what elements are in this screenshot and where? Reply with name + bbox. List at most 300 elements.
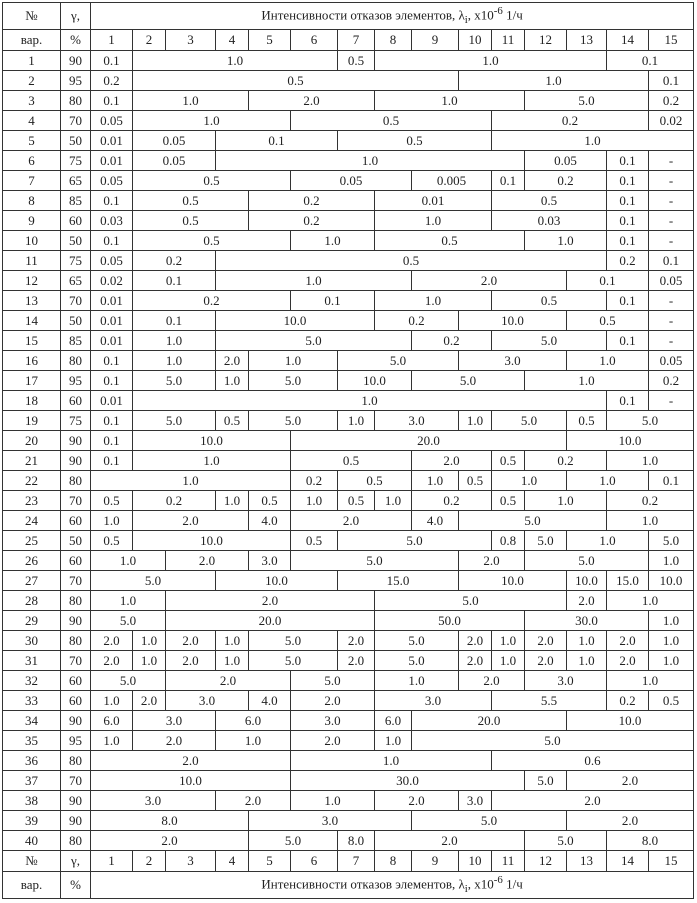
footer-column-number-2: 2 — [133, 850, 166, 871]
gamma-value: 80 — [61, 630, 91, 650]
table-row — [3, 130, 694, 150]
variant-number: 29 — [3, 610, 61, 630]
rate-cell: 5.0 — [133, 410, 216, 430]
rate-cell: 5.0 — [412, 370, 525, 390]
rate-cell: 2.0 — [166, 630, 216, 650]
rate-cell: 0.2 — [607, 490, 694, 510]
rate-cell: 1.0 — [216, 150, 525, 170]
rate-cell: 0.1 — [607, 290, 649, 310]
rate-cell: 1.0 — [249, 350, 338, 370]
rate-cell: 2.0 — [91, 630, 133, 650]
column-number-12: 12 — [525, 29, 567, 50]
rate-cell: 0.1 — [91, 350, 133, 370]
rate-cell: 1.0 — [525, 490, 607, 510]
variant-number: 14 — [3, 310, 61, 330]
gamma-value: 60 — [61, 390, 91, 410]
variant-number: 35 — [3, 730, 61, 750]
rate-cell: 0.5 — [91, 490, 133, 510]
column-number-5: 5 — [249, 29, 291, 50]
rate-cell: 0.1 — [492, 170, 525, 190]
gamma-value: 70 — [61, 110, 91, 130]
gamma-value: 90 — [61, 430, 91, 450]
footer-column-number-9: 9 — [412, 850, 459, 871]
column-number-13: 13 — [567, 29, 607, 50]
rate-cell: 3.0 — [91, 790, 216, 810]
column-number-4: 4 — [216, 29, 249, 50]
table-row — [3, 430, 694, 450]
rate-cell: 0.5 — [338, 490, 375, 510]
gamma-value: 60 — [61, 550, 91, 570]
rate-cell: 0.05 — [133, 150, 216, 170]
rate-cell: 1.0 — [525, 230, 607, 250]
gamma-value: 80 — [61, 750, 91, 770]
rate-cell: 2.0 — [412, 270, 567, 290]
rate-cell: 1.0 — [338, 410, 375, 430]
column-number-14: 14 — [607, 29, 649, 50]
table-row — [3, 90, 694, 110]
rate-cell: - — [649, 310, 694, 330]
rate-cell: 0.05 — [525, 150, 607, 170]
rate-cell: 3.0 — [459, 790, 492, 810]
rate-cell: 3.0 — [133, 710, 216, 730]
gamma-value: 80 — [61, 350, 91, 370]
variant-number: 34 — [3, 710, 61, 730]
rate-cell: 0.5 — [291, 110, 492, 130]
variant-number: 27 — [3, 570, 61, 590]
rate-cell: 0.5 — [291, 450, 412, 470]
gamma-value: 95 — [61, 730, 91, 750]
rate-cell: 1.0 — [133, 50, 338, 70]
rate-cell: 0.5 — [338, 130, 492, 150]
rate-cell: 1.0 — [459, 70, 649, 90]
rate-cell: 0.05 — [291, 170, 412, 190]
rate-cell: 5.0 — [525, 770, 567, 790]
rate-cell: 0.2 — [249, 210, 375, 230]
rate-cell: 0.1 — [607, 210, 649, 230]
rate-cell: 1.0 — [492, 650, 525, 670]
rate-cell: 2.0 — [291, 510, 412, 530]
rate-cell: 1.0 — [375, 670, 459, 690]
rate-cell: 50.0 — [375, 610, 525, 630]
rate-cell: 2.0 — [375, 790, 459, 810]
rate-cell: 0.1 — [91, 370, 133, 390]
rate-cell: 0.05 — [649, 270, 694, 290]
rate-cell: 0.01 — [375, 190, 492, 210]
rate-cell: 10.0 — [649, 570, 694, 590]
rate-cell: 0.2 — [492, 110, 649, 130]
variant-number: 22 — [3, 470, 61, 490]
rate-cell: - — [649, 230, 694, 250]
rate-cell: 0.5 — [492, 290, 607, 310]
variant-number: 5 — [3, 130, 61, 150]
rate-cell: 1.0 — [567, 630, 607, 650]
table-row — [3, 530, 694, 550]
rate-cell: 6.0 — [216, 710, 291, 730]
rate-cell: 2.0 — [91, 650, 133, 670]
rate-cell: 5.0 — [492, 410, 567, 430]
variant-number: 30 — [3, 630, 61, 650]
rate-cell: 0.1 — [91, 430, 133, 450]
rate-cell: 2.0 — [166, 590, 375, 610]
rate-cell: 1.0 — [133, 110, 291, 130]
rate-cell: 0.1 — [91, 90, 133, 110]
rate-cell: 10.0 — [459, 310, 567, 330]
column-number-8: 8 — [375, 29, 412, 50]
rate-cell: 1.0 — [91, 730, 133, 750]
variant-number: 16 — [3, 350, 61, 370]
rate-cell: - — [649, 150, 694, 170]
rate-cell: 1.0 — [133, 450, 291, 470]
variant-number: 20 — [3, 430, 61, 450]
variant-number: 7 — [3, 170, 61, 190]
rate-cell: 2.0 — [525, 630, 567, 650]
table-row — [3, 230, 694, 250]
footer-column-number-14: 14 — [607, 850, 649, 871]
rate-cell: 0.8 — [492, 530, 525, 550]
rate-cell: 5.0 — [525, 550, 649, 570]
gamma-value: 60 — [61, 510, 91, 530]
gamma-value: 90 — [61, 50, 91, 70]
table-row — [3, 250, 694, 270]
variant-number: 18 — [3, 390, 61, 410]
rate-cell: 1.0 — [133, 90, 249, 110]
rate-cell: 5.0 — [338, 530, 492, 550]
table-row — [3, 750, 694, 770]
rate-cell: 1.0 — [649, 610, 694, 630]
rate-cell: 30.0 — [525, 610, 649, 630]
rate-cell: 4.0 — [249, 510, 291, 530]
rate-cell: 0.5 — [133, 190, 249, 210]
rate-cell: - — [649, 170, 694, 190]
gamma-value: 90 — [61, 810, 91, 830]
variant-number: 2 — [3, 70, 61, 90]
rate-cell: 0.2 — [375, 310, 459, 330]
gamma-value: 80 — [61, 830, 91, 850]
table-row — [3, 710, 694, 730]
rate-cell: 2.0 — [459, 630, 492, 650]
gamma-value: 65 — [61, 270, 91, 290]
gamma-value: 85 — [61, 330, 91, 350]
table-row — [3, 590, 694, 610]
rate-cell: 5.0 — [375, 630, 459, 650]
rate-cell: 0.005 — [412, 170, 492, 190]
table-row — [3, 470, 694, 490]
rate-cell: 10.0 — [216, 570, 338, 590]
rate-cell: 2.0 — [91, 750, 291, 770]
column-number-10: 10 — [459, 29, 492, 50]
rate-cell: 1.0 — [375, 730, 412, 750]
rate-cell: 1.0 — [216, 370, 249, 390]
rate-cell: - — [649, 190, 694, 210]
rate-cell: 5.0 — [249, 650, 338, 670]
gamma-value: 85 — [61, 190, 91, 210]
rate-cell: 1.0 — [133, 330, 216, 350]
variant-number: 6 — [3, 150, 61, 170]
rate-cell: 2.0 — [216, 790, 291, 810]
rate-cell: 10.0 — [567, 710, 694, 730]
rate-cell: 1.0 — [649, 550, 694, 570]
footer-title: Интенсивности отказов элементов, $\lambda_i$, $х10^{-6}$ 1/ч — [91, 871, 694, 898]
rate-cell: 10.0 — [91, 770, 291, 790]
rate-cell: 5.5 — [492, 690, 607, 710]
footer-column-number-8: 8 — [375, 850, 412, 871]
rate-cell: 0.5 — [338, 470, 412, 490]
rate-cell: 2.0 — [291, 730, 375, 750]
footer-column-number-15: 15 — [649, 850, 694, 871]
rate-cell: 0.2 — [291, 470, 338, 490]
rate-cell: 0.5 — [649, 690, 694, 710]
rate-cell: 5.0 — [525, 530, 567, 550]
table-row — [3, 270, 694, 290]
variant-number: 10 — [3, 230, 61, 250]
rate-cell: 2.0 — [459, 670, 525, 690]
rate-cell: 5.0 — [649, 530, 694, 550]
rate-cell: 5.0 — [249, 630, 338, 650]
rate-cell: 1.0 — [375, 490, 412, 510]
rate-cell: 2.0 — [166, 670, 291, 690]
rate-cell: 5.0 — [249, 410, 338, 430]
table-row — [3, 370, 694, 390]
rate-cell: 0.5 — [133, 170, 291, 190]
rate-cell: 2.0 — [249, 90, 375, 110]
table-row — [3, 50, 694, 70]
column-number-6: 6 — [291, 29, 338, 50]
table-row — [3, 790, 694, 810]
table-row — [3, 770, 694, 790]
gamma-value: 70 — [61, 570, 91, 590]
table-row — [3, 310, 694, 330]
column-number-3: 3 — [166, 29, 216, 50]
gamma-value: 70 — [61, 290, 91, 310]
header-percent-label: % — [61, 29, 91, 50]
rate-cell: 1.0 — [607, 670, 694, 690]
rate-cell: 6.0 — [375, 710, 412, 730]
table-row — [3, 630, 694, 650]
table-row — [3, 490, 694, 510]
gamma-value: 75 — [61, 250, 91, 270]
rate-cell: 2.0 — [166, 550, 249, 570]
gamma-value: 65 — [61, 170, 91, 190]
rate-cell: 1.0 — [133, 650, 166, 670]
failure-rate-table — [2, 2, 694, 899]
rate-cell: 0.02 — [91, 270, 133, 290]
rate-cell: 5.0 — [291, 550, 459, 570]
gamma-value: 90 — [61, 790, 91, 810]
rate-cell: 5.0 — [375, 650, 459, 670]
rate-cell: 1.0 — [133, 390, 607, 410]
gamma-value: 75 — [61, 410, 91, 430]
rate-cell: 0.2 — [91, 70, 133, 90]
rate-cell: 0.1 — [91, 230, 133, 250]
rate-cell: 10.0 — [133, 430, 291, 450]
rate-cell: 0.5 — [459, 470, 492, 490]
rate-cell: 0.5 — [291, 530, 338, 550]
header-row-1 — [3, 3, 694, 30]
rate-cell: 0.5 — [492, 490, 525, 510]
rate-cell: 0.2 — [649, 90, 694, 110]
rate-cell: 2.0 — [166, 650, 216, 670]
footer-row-1 — [3, 850, 694, 871]
gamma-value: 80 — [61, 470, 91, 490]
rate-cell: 1.0 — [567, 650, 607, 670]
rate-cell: 2.0 — [216, 350, 249, 370]
rate-cell: 5.0 — [525, 830, 607, 850]
rate-cell: 10.0 — [567, 430, 694, 450]
rate-cell: 1.0 — [216, 650, 249, 670]
rate-cell: 0.2 — [525, 450, 607, 470]
table-row — [3, 330, 694, 350]
table-row — [3, 730, 694, 750]
rate-cell: 2.0 — [607, 630, 649, 650]
gamma-value: 90 — [61, 710, 91, 730]
rate-cell: 2.0 — [567, 590, 607, 610]
rate-cell: 2.0 — [133, 510, 249, 530]
variant-number: 31 — [3, 650, 61, 670]
rate-cell: 10.0 — [459, 570, 567, 590]
rate-cell: 0.6 — [492, 750, 694, 770]
footer-column-number-7: 7 — [338, 850, 375, 871]
rate-cell: 1.0 — [375, 290, 492, 310]
variant-number: 37 — [3, 770, 61, 790]
gamma-value: 75 — [61, 150, 91, 170]
rate-cell: 1.0 — [607, 510, 694, 530]
rate-cell: 0.1 — [649, 470, 694, 490]
rate-cell: 1.0 — [91, 550, 166, 570]
variant-number: 40 — [3, 830, 61, 850]
gamma-value: 95 — [61, 70, 91, 90]
rate-cell: 5.0 — [133, 370, 216, 390]
rate-cell: 5.0 — [412, 730, 694, 750]
table-row — [3, 350, 694, 370]
table-row — [3, 570, 694, 590]
footer-row-2 — [3, 871, 694, 898]
table-body — [3, 3, 694, 899]
header-no-label: № — [3, 3, 61, 30]
rate-cell: 0.01 — [91, 130, 133, 150]
rate-cell: 0.5 — [492, 450, 525, 470]
rate-cell: 1.0 — [91, 470, 291, 490]
table-row — [3, 670, 694, 690]
rate-cell: 5.0 — [249, 370, 338, 390]
variant-number: 33 — [3, 690, 61, 710]
rate-cell: 8.0 — [91, 810, 249, 830]
column-number-11: 11 — [492, 29, 525, 50]
column-number-2: 2 — [133, 29, 166, 50]
rate-cell: 5.0 — [492, 330, 607, 350]
rate-cell: 0.2 — [607, 250, 649, 270]
rate-cell: 10.0 — [338, 370, 412, 390]
rate-cell: - — [649, 330, 694, 350]
rate-cell: 1.0 — [567, 470, 649, 490]
gamma-value: 80 — [61, 590, 91, 610]
table-row — [3, 290, 694, 310]
rate-cell: 10.0 — [216, 310, 375, 330]
rate-cell: 0.5 — [133, 210, 249, 230]
variant-number: 17 — [3, 370, 61, 390]
rate-cell: 0.5 — [375, 230, 525, 250]
rate-cell: 1.0 — [375, 90, 525, 110]
rate-cell: 4.0 — [412, 510, 459, 530]
variant-number: 1 — [3, 50, 61, 70]
rate-cell: 0.2 — [525, 170, 607, 190]
rate-cell: 0.03 — [492, 210, 607, 230]
rate-cell: 1.0 — [216, 630, 249, 650]
rate-cell: 0.1 — [607, 390, 649, 410]
rate-cell: 2.0 — [567, 810, 694, 830]
rate-cell: 0.1 — [607, 170, 649, 190]
rate-cell: 0.1 — [133, 270, 216, 290]
rate-cell: 5.0 — [91, 670, 166, 690]
rate-cell: 5.0 — [91, 570, 216, 590]
variant-number: 12 — [3, 270, 61, 290]
rate-cell: 0.01 — [91, 290, 133, 310]
gamma-value: 95 — [61, 370, 91, 390]
rate-cell: 1.0 — [492, 630, 525, 650]
rate-cell: 5.0 — [249, 830, 338, 850]
rate-cell: 2.0 — [338, 630, 375, 650]
footer-column-number-12: 12 — [525, 850, 567, 871]
header-gamma-label: γ, — [61, 3, 91, 30]
variant-number: 23 — [3, 490, 61, 510]
rate-cell: 0.1 — [133, 310, 216, 330]
rate-cell: 0.5 — [216, 410, 249, 430]
rate-cell: 0.1 — [607, 230, 649, 250]
footer-no-label: № — [3, 850, 61, 871]
column-number-15: 15 — [649, 29, 694, 50]
header-var-label: вар. — [3, 29, 61, 50]
rate-cell: 3.0 — [459, 350, 567, 370]
footer-column-number-1: 1 — [91, 850, 133, 871]
rate-cell: 1.0 — [375, 210, 492, 230]
rate-cell: 0.2 — [649, 370, 694, 390]
rate-cell: 0.05 — [91, 110, 133, 130]
rate-cell: 0.2 — [607, 690, 649, 710]
rate-cell: 1.0 — [492, 470, 567, 490]
variant-number: 4 — [3, 110, 61, 130]
footer-percent-label: % — [61, 871, 91, 898]
variant-number: 25 — [3, 530, 61, 550]
rate-cell: 0.1 — [216, 130, 338, 150]
variant-number: 21 — [3, 450, 61, 470]
gamma-value: 90 — [61, 610, 91, 630]
variant-number: 19 — [3, 410, 61, 430]
gamma-value: 50 — [61, 310, 91, 330]
rate-cell: 8.0 — [607, 830, 694, 850]
rate-cell: 2.0 — [338, 650, 375, 670]
rate-cell: 0.5 — [338, 50, 375, 70]
gamma-value: 50 — [61, 230, 91, 250]
rate-cell: 1.0 — [567, 350, 649, 370]
rate-cell: 1.0 — [133, 350, 216, 370]
table-row — [3, 610, 694, 630]
gamma-value: 50 — [61, 130, 91, 150]
gamma-value: 80 — [61, 90, 91, 110]
rate-cell: 15.0 — [607, 570, 649, 590]
gamma-value: 60 — [61, 210, 91, 230]
footer-var-label: вар. — [3, 871, 61, 898]
rate-cell: 0.5 — [492, 190, 607, 210]
rate-cell: 2.0 — [459, 650, 492, 670]
rate-cell: 0.2 — [133, 250, 216, 270]
column-number-1: 1 — [91, 29, 133, 50]
rate-cell: 3.0 — [375, 410, 459, 430]
rate-cell: - — [649, 390, 694, 410]
variant-number: 3 — [3, 90, 61, 110]
variant-number: 26 — [3, 550, 61, 570]
table-row — [3, 170, 694, 190]
rate-cell: 0.1 — [649, 250, 694, 270]
rate-cell: 15.0 — [338, 570, 459, 590]
